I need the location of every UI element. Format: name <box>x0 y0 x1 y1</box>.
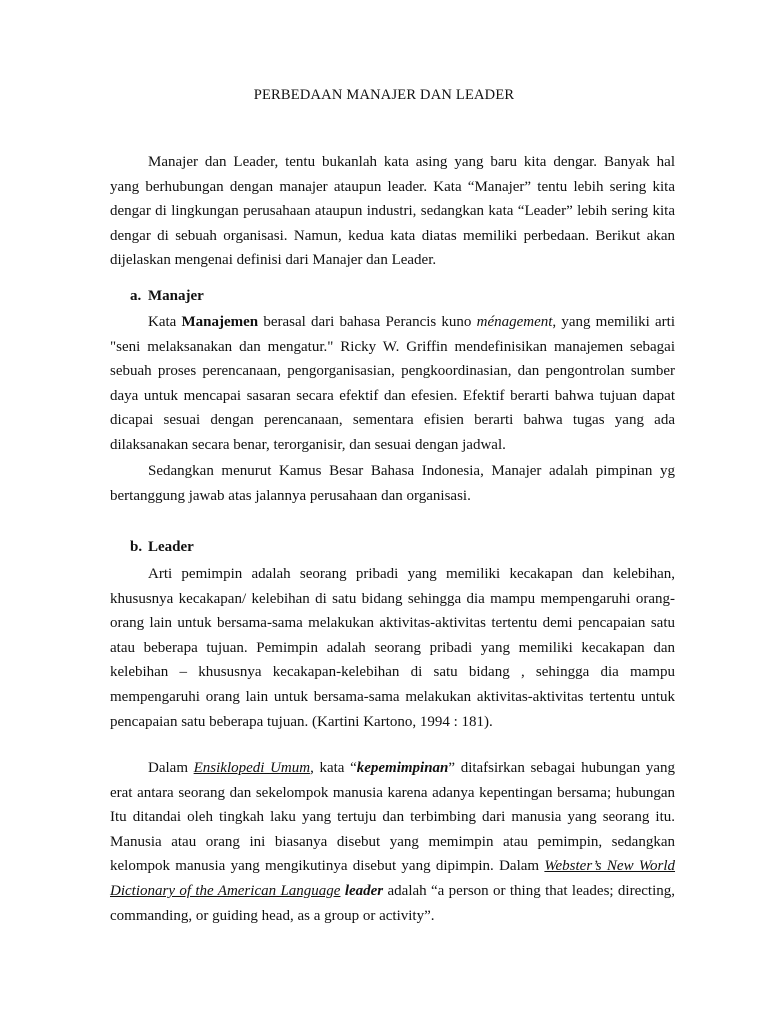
text-line <box>110 248 675 273</box>
text-line <box>110 830 675 855</box>
paragraph-manajer-definition <box>110 310 675 458</box>
heading-manajer <box>130 288 204 305</box>
text-line <box>110 587 675 612</box>
text-segment: sebuah proses perencanaan, pengorganisasian, pengkoordinasian, dan pengontrolan sumber <box>110 363 675 380</box>
text-line <box>110 384 675 409</box>
text-segment: Itu ditandai oleh tingkah laku yang tertuju dan terbimbing dari manusia yang seorang itu. <box>110 809 675 826</box>
text-segment: mempengaruhi orang lain untuk bersama-sama melakukan aktivitas-aktivitas tertentu untuk <box>110 688 675 705</box>
text-segment: Dalam <box>148 760 194 776</box>
text-segment: commanding, or guiding head, as a group or activity”. <box>110 907 435 924</box>
emphasized-text: kepemimpinan <box>356 760 449 776</box>
text-segment: kelompok manusia yang mengikutinya disebut yang dipimpin. Dalam <box>110 858 545 875</box>
text-segment: Sedangkan menurut Kamus Besar Bahasa Indonesia, Manajer adalah pimpinan yg <box>148 463 675 479</box>
text-segment: dengar di lingkungan perusahaan ataupun industri, sedangkan kata “Leader” lebih sering kita <box>110 203 675 220</box>
text-line <box>110 433 675 458</box>
emphasized-text: leader <box>344 882 384 899</box>
text-line <box>110 199 675 224</box>
text-segment: bertanggung jawab atas jalannya perusahaan dan organisasi. <box>110 487 471 504</box>
text-line <box>110 562 675 587</box>
emphasized-text: Dictionary of the American Language <box>110 882 341 899</box>
text-line <box>110 310 675 335</box>
heading-label: Leader <box>148 539 194 555</box>
text-line <box>110 335 675 360</box>
text-line <box>110 636 675 661</box>
paragraph-kbbi <box>110 459 675 508</box>
heading-label: Manajer <box>148 288 204 304</box>
text-line <box>110 459 675 484</box>
text-line <box>110 854 675 879</box>
text-line <box>110 710 675 735</box>
text-segment: pencapaian satu beberapa tujuan. (Kartini Kartono, 1994 : 181). <box>110 713 493 730</box>
text-segment: berasal dari bahasa Perancis kuno <box>258 314 477 330</box>
text-line <box>110 781 675 806</box>
text-segment: Arti pemimpin adalah seorang pribadi yang memiliki kecakapan dan kelebihan, <box>148 566 675 582</box>
text-line <box>110 224 675 249</box>
heading-marker: a. <box>130 288 142 304</box>
text-segment: dengar di sebuah organisasi. Namun, kedua kata diatas memiliki perbedaan. Berikut akan <box>110 227 675 244</box>
emphasized-text: Webster’s New World <box>544 858 676 875</box>
text-segment: kelebihan – khususnya kecakapan-kelebihan di satu bidang , sehingga dia mampu <box>110 664 675 681</box>
text-segment: yang berhubungan dengan manajer ataupun leader. Kata “Manajer” tentu lebih sering kita <box>110 178 675 195</box>
text-line <box>110 660 675 685</box>
text-line <box>110 611 675 636</box>
text-segment: ” ditafsirkan sebagai hubungan yang <box>448 760 676 776</box>
text-segment: daya untuk mencapai sasaran secara efektif dan efesien. Efektif berarti bahwa tujuan dapat <box>110 387 675 404</box>
text-segment: dicapai sesuai dengan perencanaan, sementara efisien berarti bahwa tugas yang ada <box>110 412 675 429</box>
document-title: PERBEDAAN MANAJER DAN LEADER <box>253 87 515 103</box>
text-line <box>110 175 675 200</box>
text-segment: khususnya kecakapan/ kelebihan di satu bidang sehingga dia mampu mempengaruhi orang- <box>110 590 675 607</box>
text-line <box>110 904 675 929</box>
text-line <box>110 484 675 509</box>
text-segment: , yang memiliki arti <box>552 314 675 330</box>
emphasized-text: Ensiklopedi Umum <box>193 760 311 776</box>
text-segment: dilaksanakan secara benar, terorganisir, dan sesuai dengan jadwal. <box>110 436 506 453</box>
text-segment: Manajer dan Leader, tentu bukanlah kata asing yang baru kita dengar. Banyak hal <box>148 154 675 170</box>
text-line <box>110 756 675 781</box>
text-segment: Manusia atau orang ini biasanya disebut yang memimpin atau pemimpin, sedangkan <box>110 833 675 850</box>
heading-leader <box>130 539 194 556</box>
heading-marker: b. <box>130 539 143 555</box>
text-segment: adalah “a person or thing that leades; directing, <box>383 882 675 899</box>
emphasized-text: Manajemen <box>181 314 259 330</box>
paragraph-ensiklopedi <box>110 756 675 928</box>
emphasized-text: ménagement <box>476 314 553 330</box>
text-line <box>110 150 675 175</box>
text-segment: erat antara seorang dan sekelompok manusia karena adanya kepentingan bersama; hubungan <box>110 784 675 801</box>
paragraph-leader-definition <box>110 562 675 734</box>
text-segment: dijelaskan mengenai definisi dari Manajer dan Leader. <box>110 252 437 269</box>
text-segment: orang lain untuk bersama-sama melakukan aktivitas-aktivitas tertentu demi pencapaian satu <box>110 615 675 632</box>
text-line <box>110 685 675 710</box>
text-segment: , kata “ <box>310 760 357 776</box>
text-segment: Kata <box>148 314 182 330</box>
text-line <box>110 359 675 384</box>
paragraph-intro <box>110 150 675 273</box>
text-segment: atau beberapa tujuan. Pemimpin adalah seorang pribadi yang memiliki kecakapan dan <box>110 639 675 656</box>
text-line <box>110 805 675 830</box>
text-line <box>110 879 675 904</box>
text-line <box>110 408 675 433</box>
text-segment: "seni melaksanakan dan mengatur." Ricky W. Griffin mendefinisikan manajemen sebagai <box>110 338 675 355</box>
